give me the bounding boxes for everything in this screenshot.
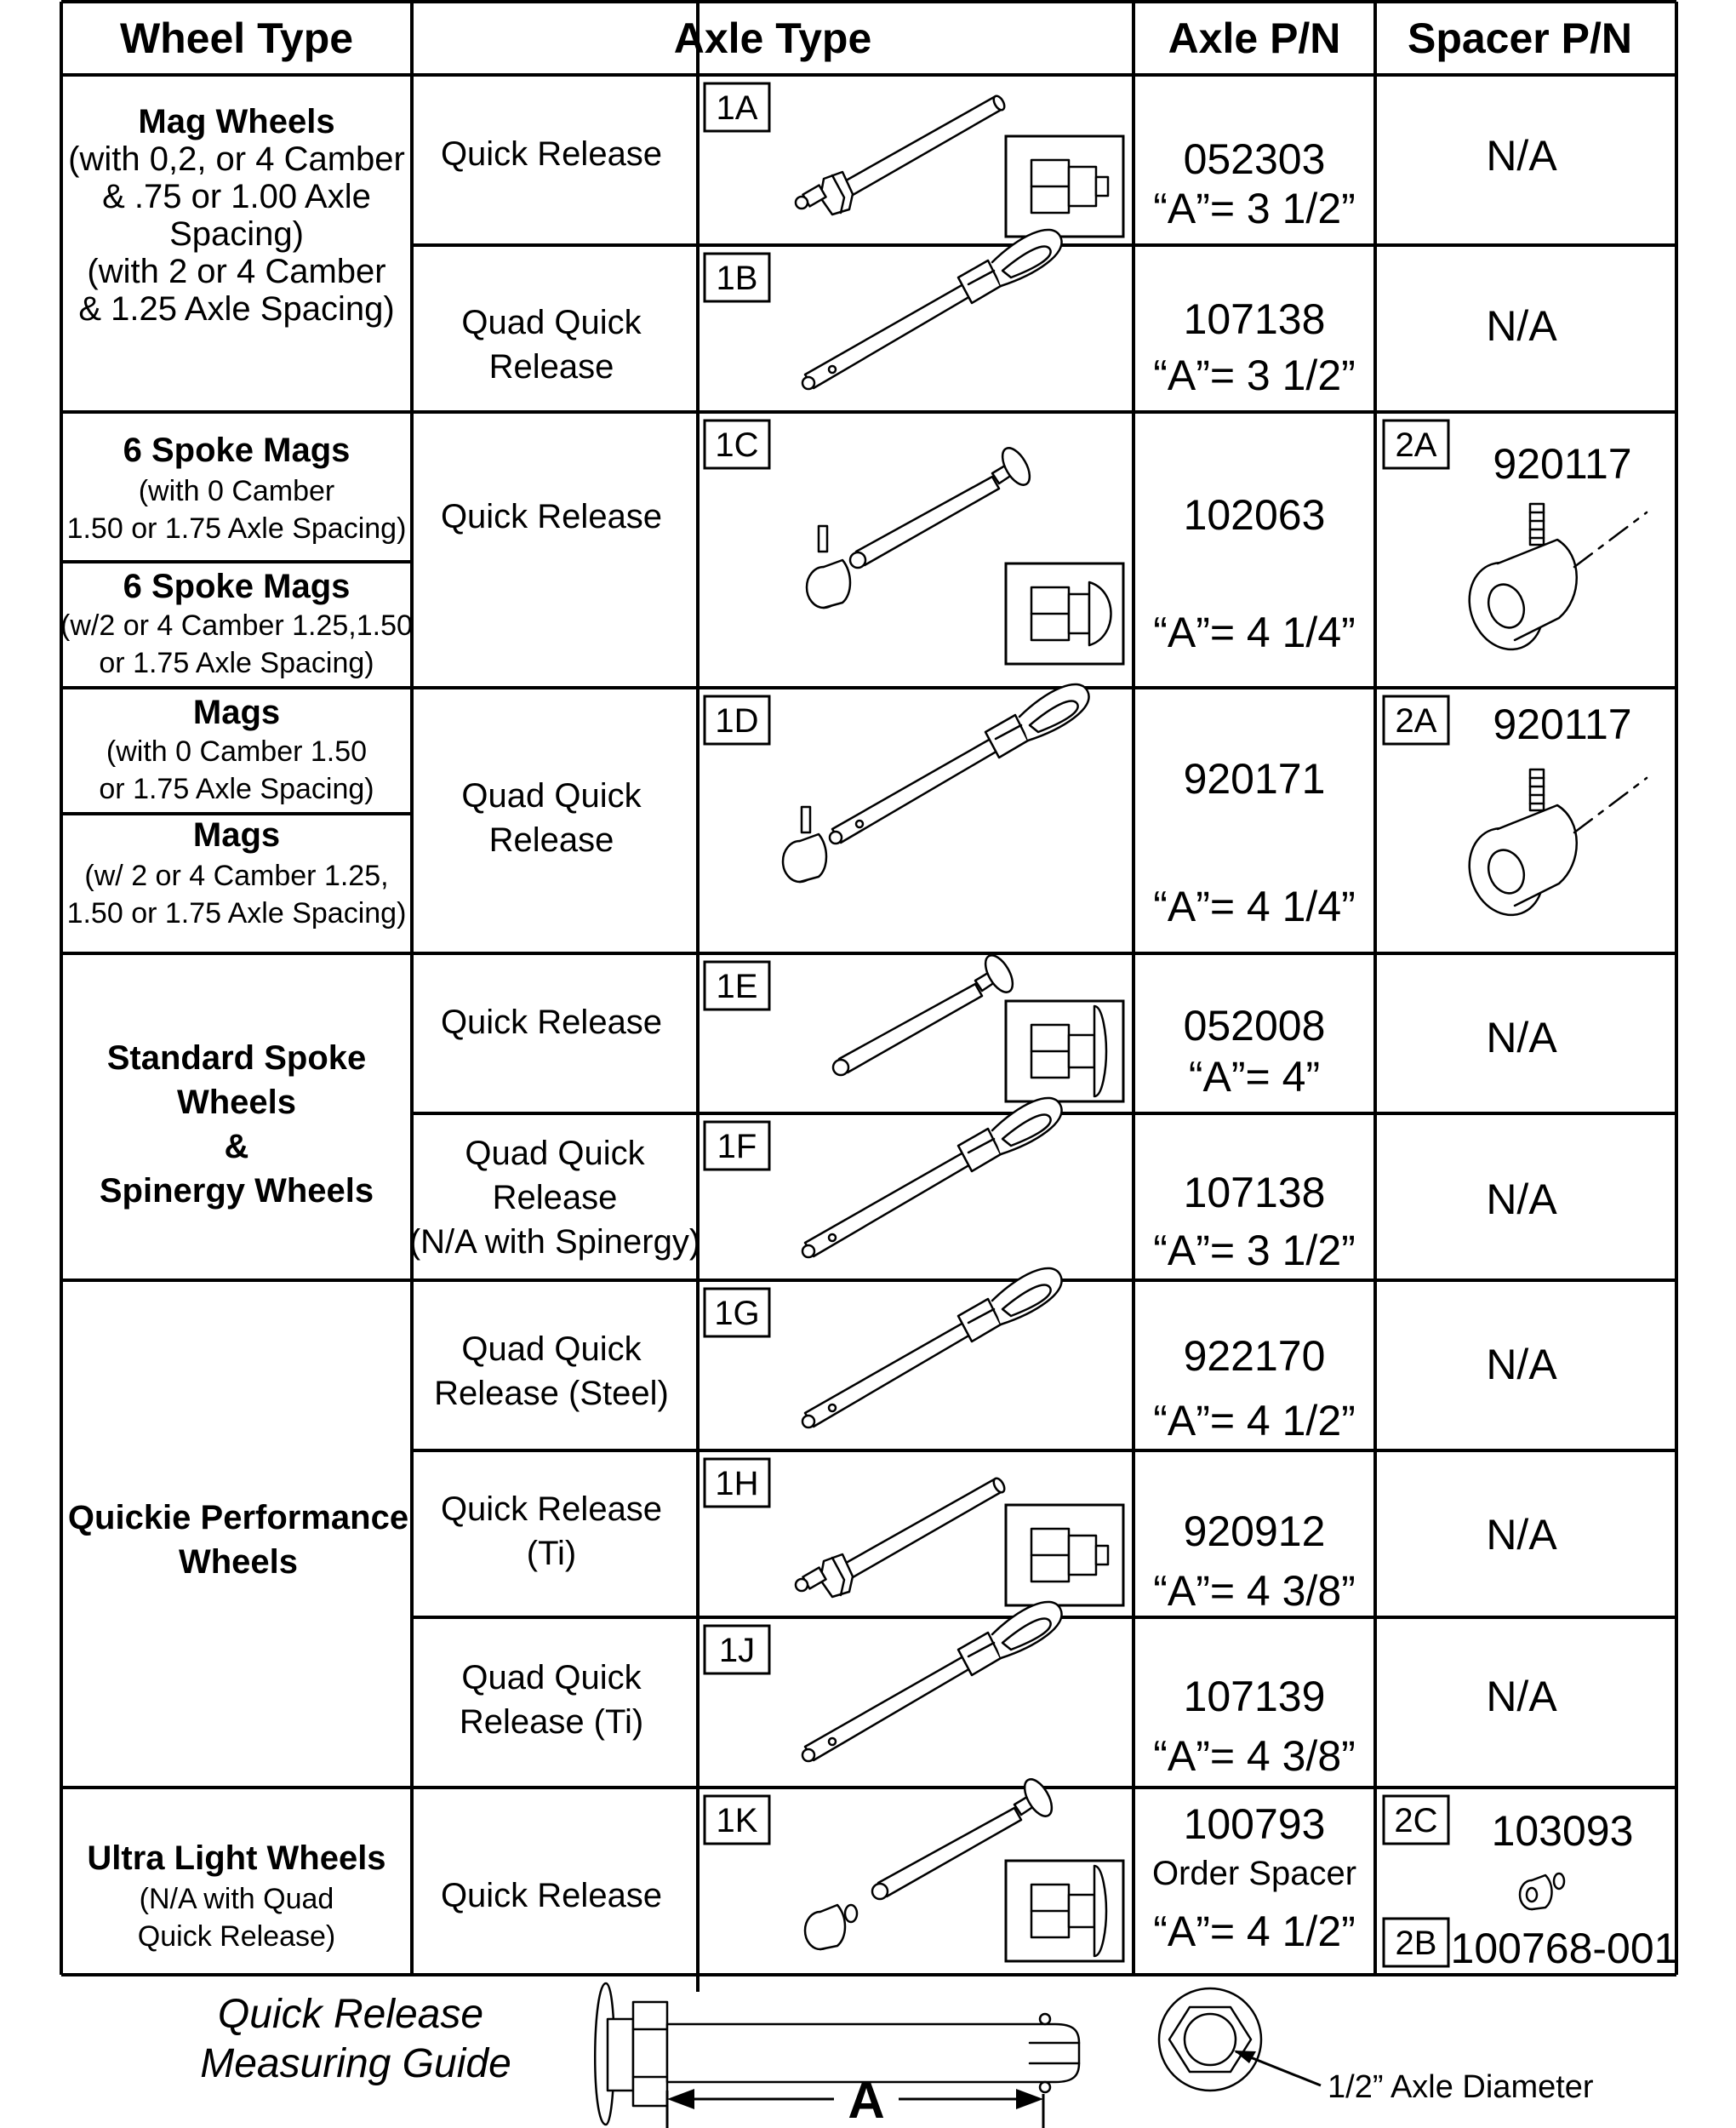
spacer-pn-1j: N/A: [1486, 1673, 1557, 1720]
spacer-2a-row-1c: [1384, 420, 1647, 660]
wheel-note: 1.50 or 1.75 Axle Spacing): [66, 897, 407, 930]
axle-dim-1a: “A”= 3 1/2”: [1153, 185, 1356, 232]
wheel-note: (N/A with Quad: [139, 1883, 334, 1915]
axle-type-1j: Release (Ti): [459, 1703, 644, 1741]
header-spacer-pn: Spacer P/N: [1407, 14, 1633, 62]
wheel-title: Ultra Light Wheels: [87, 1839, 386, 1877]
wheel-title: Spinergy Wheels: [99, 1172, 374, 1210]
axle-type-1d: Release: [488, 821, 614, 859]
spacer-label: 2B: [1395, 1925, 1437, 1962]
label-box-1d: [705, 696, 769, 744]
wheel-title: Mag Wheels: [138, 103, 335, 140]
svg-text:1A: 1A: [716, 89, 758, 127]
guide-title-line1: Quick Release: [217, 1992, 484, 2037]
axle-dim-1d: “A”= 4 1/4”: [1153, 883, 1356, 930]
axle-pn-1d: 920171: [1183, 755, 1326, 803]
axle-pn-1j: 107139: [1183, 1673, 1326, 1720]
svg-text:1C: 1C: [715, 426, 759, 464]
axle-type-1a: Quick Release: [440, 135, 663, 173]
wheel-note: 1.50 or 1.75 Axle Spacing): [66, 512, 407, 545]
wheel-group-performance: [68, 1499, 408, 1581]
axle-dim-1e: “A”= 4”: [1188, 1053, 1321, 1101]
axle-end-view: [1159, 1988, 1321, 2091]
axle-dim-1g: “A”= 4 1/2”: [1153, 1397, 1356, 1444]
wheel-title: Mags: [192, 694, 281, 731]
spacer-pn-1k-second: 100768-001: [1450, 1925, 1678, 1972]
axle-type-1b: Release: [488, 348, 614, 386]
wheel-note: (with 2 or 4 Camber: [87, 253, 386, 290]
axle-dim-1b: “A”= 3 1/2”: [1153, 352, 1356, 399]
axle-type-1d: Quad Quick: [461, 777, 642, 815]
label-box-1g: [705, 1289, 769, 1336]
axle-type-1h: (Ti): [526, 1535, 577, 1572]
axle-pn-1f: 107138: [1183, 1169, 1326, 1216]
wheel-title: Quickie Performance: [67, 1499, 409, 1536]
axle-type-1c: Quick Release: [440, 498, 663, 535]
axle-pn-1c: 102063: [1183, 491, 1326, 539]
axle-1b-drawing: [802, 230, 1062, 389]
axle-pn-1a: 052303: [1183, 135, 1326, 183]
axle-1k-drawing: [805, 1775, 1123, 1961]
axle-dim-1j: “A”= 4 3/8”: [1153, 1732, 1356, 1780]
axle-1e-drawing: [833, 951, 1123, 1101]
axle-1d-drawing: [783, 684, 1089, 882]
spacer-pn-1g: N/A: [1486, 1341, 1557, 1388]
wheel-group-standard: [100, 1039, 374, 1210]
axle-diameter-note: 1/2” Axle Diameter: [1328, 2069, 1594, 2105]
small-spacer-drawing: [1520, 1873, 1564, 1909]
axle-1f-drawing: [802, 1098, 1062, 1257]
guide-title-line2: Measuring Guide: [200, 2041, 511, 2086]
axle-1g-drawing: [802, 1268, 1062, 1427]
axle-1a-drawing: [796, 94, 1123, 237]
header-axle-pn: Axle P/N: [1168, 14, 1341, 62]
axle-1j-drawing: [802, 1602, 1062, 1761]
header-wheel-type: Wheel Type: [119, 14, 354, 62]
label-box-1a: [705, 83, 769, 131]
wheel-title: 6 Spoke Mags: [123, 568, 351, 605]
wheel-title: Mags: [192, 816, 281, 854]
axle-1h-drawing: [796, 1477, 1123, 1605]
wheel-note: or 1.75 Axle Spacing): [99, 773, 374, 805]
label-box-1j: [705, 1626, 769, 1673]
spacer-pn-1b: N/A: [1486, 302, 1557, 350]
svg-text:1J: 1J: [718, 1632, 756, 1669]
label-box-1k: [705, 1796, 769, 1844]
wheel-title: Wheels: [178, 1543, 299, 1581]
wheel-note: or 1.75 Axle Spacing): [99, 647, 374, 679]
axle-type-1f: (N/A with Spinergy): [408, 1223, 701, 1261]
wheel-group-mags-a: [99, 694, 374, 805]
spacer-pn-1a: N/A: [1486, 132, 1557, 180]
wheel-title: Standard Spoke: [106, 1039, 367, 1077]
spacer-label: 2C: [1394, 1802, 1438, 1839]
wheel-group-mags-b: [67, 816, 407, 930]
wheel-group-mag: [68, 103, 405, 328]
spacer-2a-row-1d: [1384, 696, 1647, 925]
axle-pn-1g: 922170: [1183, 1332, 1326, 1380]
spacer-pn-1f: N/A: [1486, 1176, 1557, 1223]
wheel-group-ultra: [87, 1839, 385, 1953]
dimension-a-label: A: [848, 2072, 885, 2128]
axle-type-1f: Quad Quick: [465, 1135, 645, 1172]
axle-type-1e: Quick Release: [440, 1004, 663, 1041]
spacer-label: 2A: [1395, 702, 1437, 740]
wheel-note: (with 0,2, or 4 Camber: [68, 140, 405, 178]
svg-text:1H: 1H: [715, 1465, 759, 1502]
axle-type-1h: Quick Release: [440, 1490, 663, 1528]
svg-text:1K: 1K: [716, 1802, 758, 1839]
svg-text:1F: 1F: [717, 1128, 757, 1165]
header-axle-type: Axle Type: [673, 14, 872, 62]
wheel-group-six-spoke-a: [67, 432, 407, 545]
axle-pn-1h: 920912: [1183, 1507, 1326, 1555]
wheel-note: Spacing): [169, 215, 304, 253]
spacer-pn-1c: 920117: [1493, 440, 1632, 488]
axle-type-1f: Release: [492, 1179, 618, 1216]
wheel-note: & .75 or 1.00 Axle: [102, 178, 371, 215]
measuring-guide: [200, 1983, 1594, 2128]
axle-dim-1f: “A”= 3 1/2”: [1153, 1227, 1356, 1274]
axle-1c-drawing: [807, 443, 1123, 664]
svg-text:1G: 1G: [714, 1295, 760, 1332]
spacer-2c-2b-row-1k: [1384, 1796, 1677, 1972]
wheel-title: 6 Spoke Mags: [123, 432, 351, 469]
wheel-note: (w/ 2 or 4 Camber 1.25,: [84, 860, 389, 892]
label-box-1f: [705, 1122, 769, 1170]
spacer-pn-1h: N/A: [1486, 1511, 1557, 1559]
wheel-note: (w/2 or 4 Camber 1.25,1.50: [60, 609, 413, 642]
axle-pn-1e: 052008: [1183, 1002, 1326, 1050]
svg-text:1B: 1B: [716, 260, 758, 297]
axle-type-1b: Quad Quick: [461, 304, 642, 341]
axle-type-1g: Release (Steel): [434, 1375, 669, 1412]
label-box-1h: [705, 1459, 769, 1507]
wheel-note: (with 0 Camber 1.50: [106, 735, 368, 768]
wheel-title: Wheels: [176, 1084, 297, 1121]
wheel-note: & 1.25 Axle Spacing): [78, 290, 395, 328]
axle-dim-1h: “A”= 4 3/8”: [1153, 1567, 1356, 1615]
wheel-note: Quick Release): [137, 1920, 336, 1953]
axle-pn-1k: 100793: [1183, 1800, 1326, 1848]
svg-text:1E: 1E: [716, 968, 758, 1005]
label-box-1e: [705, 962, 769, 1010]
wheel-title: &: [224, 1128, 249, 1165]
spacer-pn-1d: 920117: [1493, 701, 1632, 748]
axle-type-1g: Quad Quick: [461, 1330, 642, 1368]
axle-type-1k: Quick Release: [440, 1877, 663, 1914]
label-box-1b: [705, 254, 769, 301]
axle-dim-1k: “A”= 4 1/2”: [1153, 1908, 1356, 1955]
axle-pn-1b: 107138: [1183, 295, 1326, 343]
label-box-1c: [705, 420, 769, 468]
spacer-pn-1k: 103093: [1491, 1807, 1634, 1855]
wheel-note: (with 0 Camber: [138, 475, 335, 507]
spacer-pn-1e: N/A: [1486, 1014, 1557, 1061]
spacer-label: 2A: [1395, 426, 1437, 464]
axle-dim-1c: “A”= 4 1/4”: [1153, 609, 1356, 656]
svg-text:1D: 1D: [715, 702, 759, 740]
order-spacer-note: Order Spacer: [1151, 1855, 1357, 1892]
axle-type-1j: Quad Quick: [461, 1659, 642, 1696]
wheel-group-six-spoke-b: [60, 568, 413, 679]
